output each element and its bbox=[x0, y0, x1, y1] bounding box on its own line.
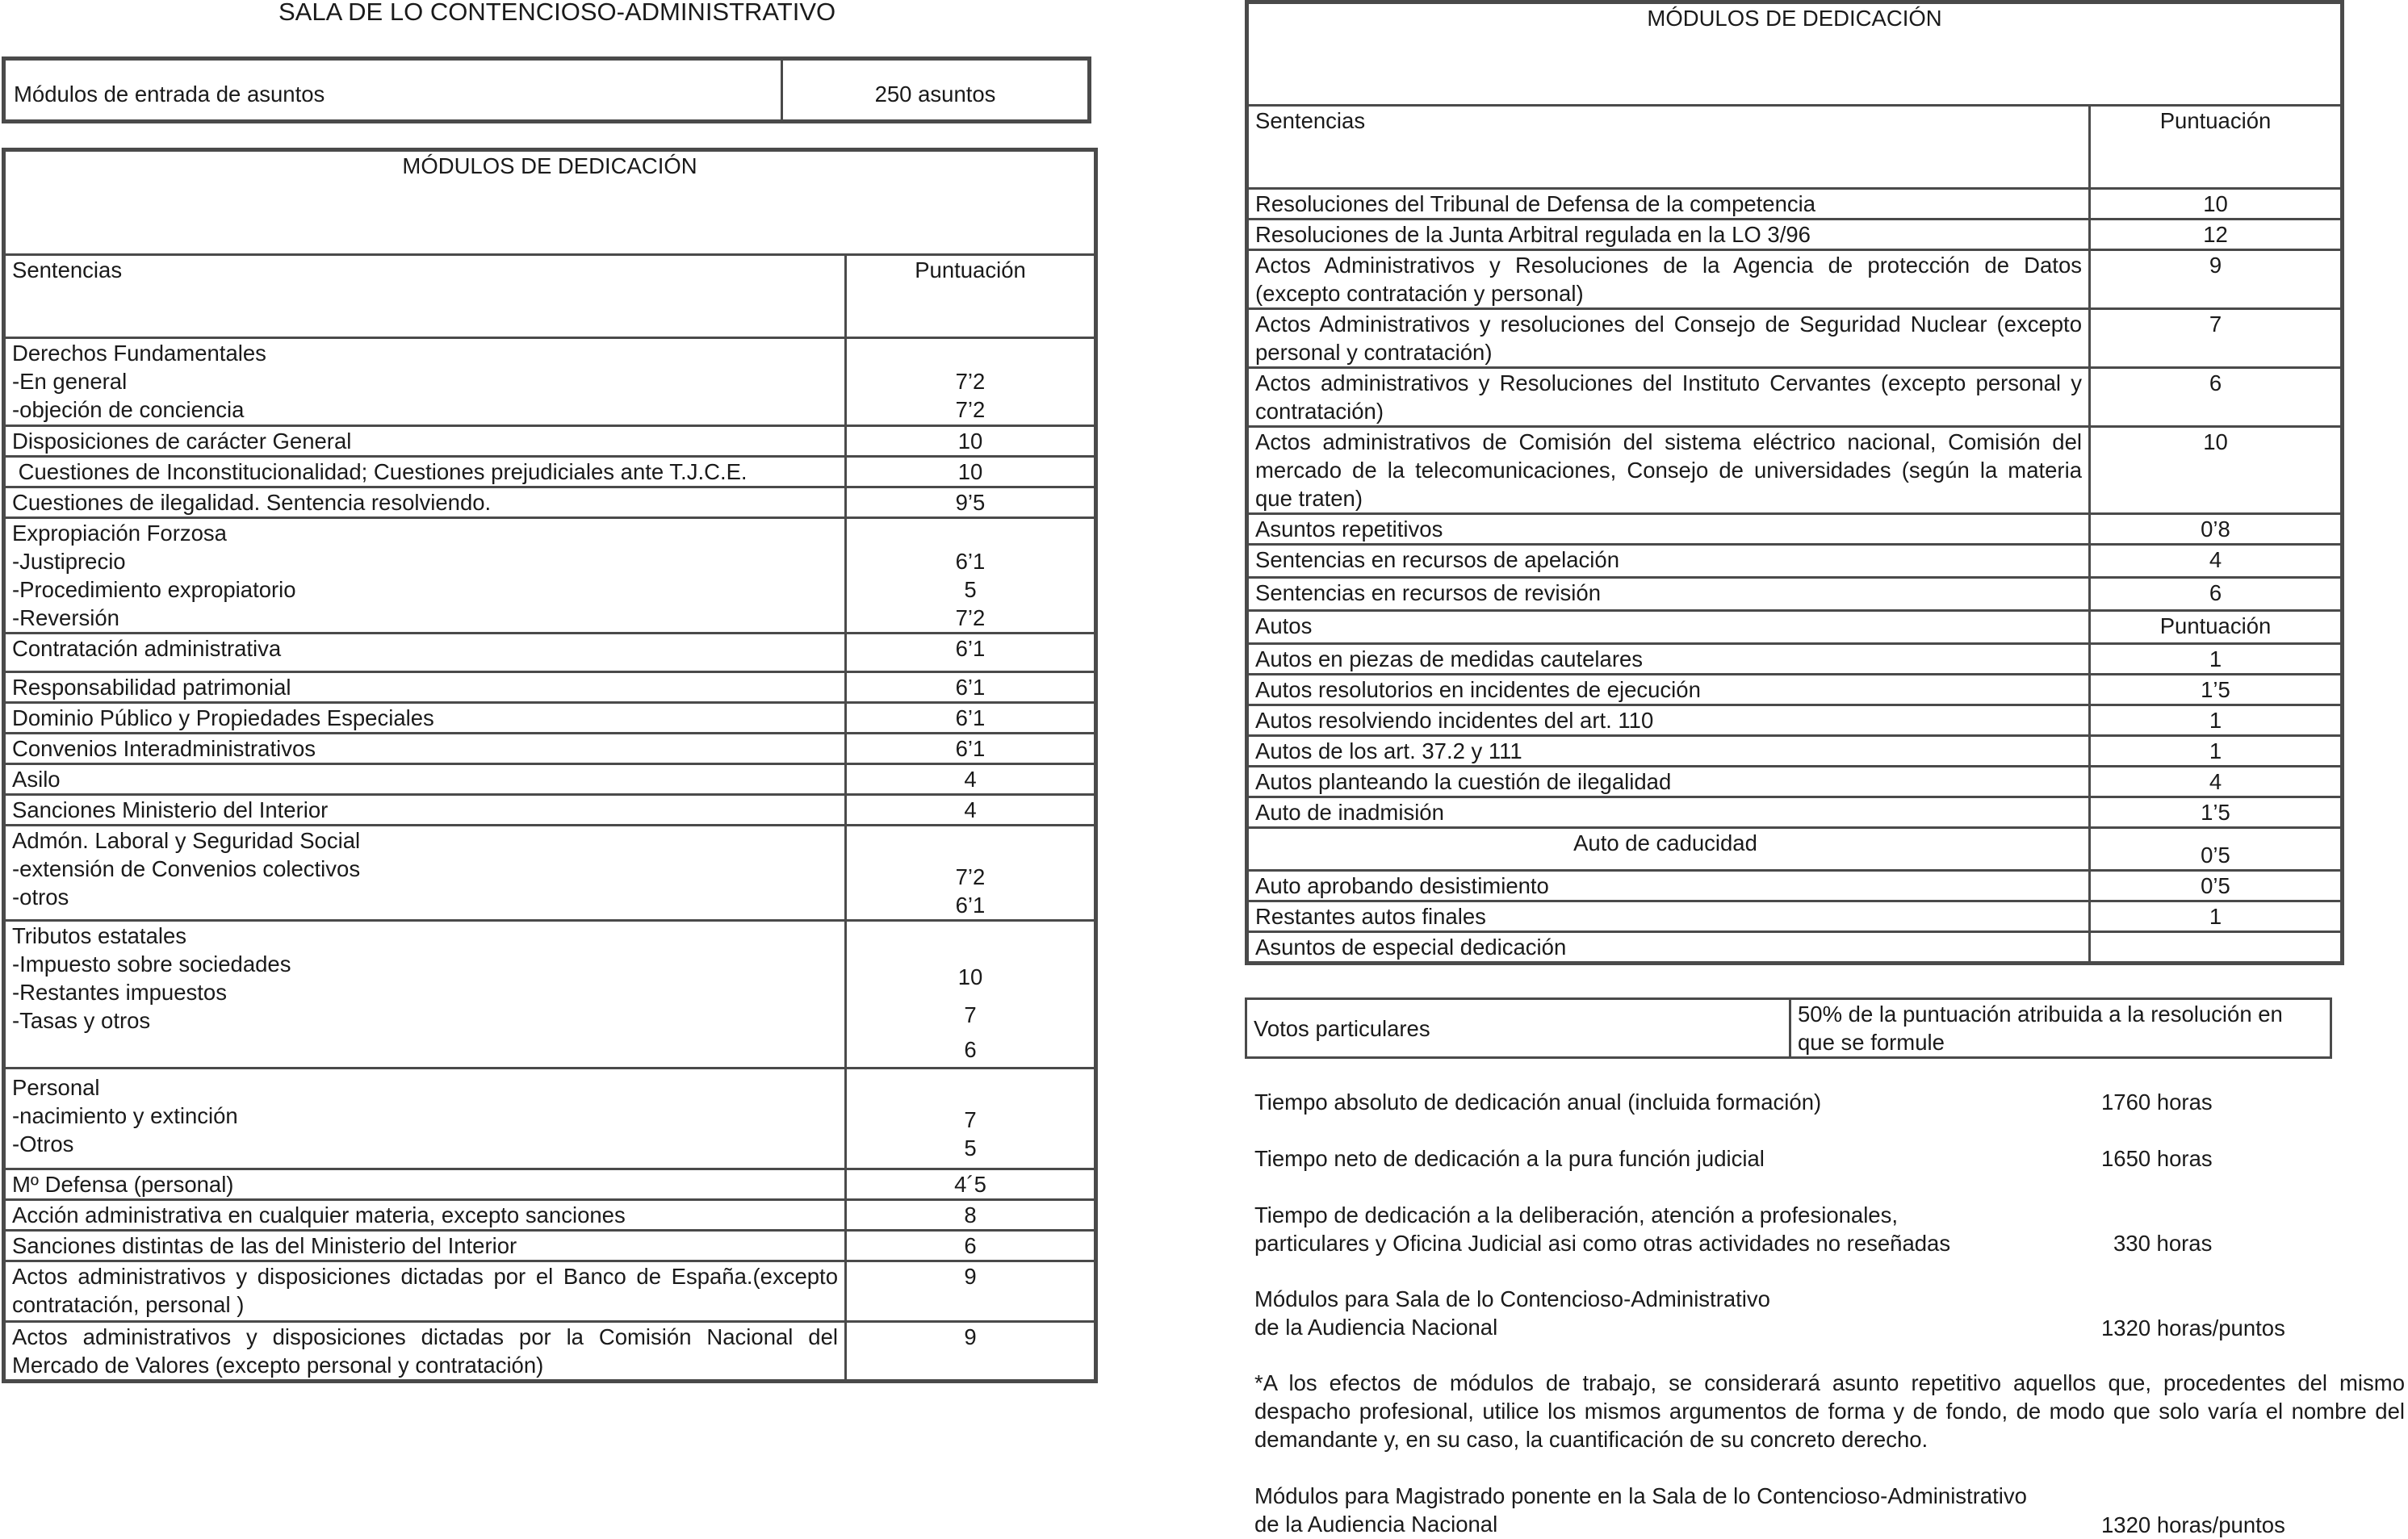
table-row bbox=[1247, 871, 2343, 901]
table-row bbox=[4, 795, 1096, 826]
row-value: 4 bbox=[2090, 545, 2343, 578]
row-value: 9 bbox=[2090, 250, 2343, 309]
right-table-title: MÓDULOS DE DEDICACIÓN bbox=[1247, 2, 2343, 106]
row-text: Actos administrativos y Resoluciones del Instituto Cervantes (excepto personal y contratación) bbox=[1247, 368, 2090, 427]
table-row bbox=[4, 764, 1096, 795]
row-text: -extensión de Convenios colectivos bbox=[12, 856, 361, 881]
row-value bbox=[2090, 932, 2343, 964]
row-text: Autos resolutorios en incidentes de ejecución bbox=[1247, 675, 2090, 705]
row-value: 7’2 bbox=[955, 369, 986, 394]
row-value: 7 bbox=[964, 1002, 977, 1027]
repetitivo-note: *A los efectos de módulos de trabajo, se considerará asunto repetitivo aquellos que, procedentes del mismo despacho profesional, utilice los mismos argumentos de forma y de fondo, de modo que solo varía el nombre del demandante y, en su caso, la cuantificación de su concreto derecho. bbox=[1254, 1370, 2405, 1452]
label-line: Módulos para Sala de lo Contencioso-Administrativo bbox=[1254, 1286, 1770, 1311]
row-value: 0’5 bbox=[2090, 828, 2343, 871]
row-value: 6 bbox=[2090, 368, 2343, 427]
left-modulos-table bbox=[2, 148, 1098, 1383]
table-row bbox=[1247, 368, 2343, 427]
table-row bbox=[1247, 578, 2343, 611]
row-text: Sentencias en recursos de revisión bbox=[1247, 578, 2090, 611]
tiempo-neto-label: Tiempo neto de dedicación a la pura función judicial bbox=[1254, 1146, 1765, 1171]
row-text: Actos administrativos y disposiciones dictadas por el Banco de España.(excepto contratación, personal ) bbox=[4, 1261, 846, 1322]
table-row bbox=[1247, 611, 2343, 644]
row-value: 4 bbox=[846, 764, 1096, 795]
row-text: -Procedimiento expropiatorio bbox=[12, 577, 296, 602]
left-col-puntuacion: Puntuación bbox=[846, 255, 1096, 338]
row-value: 4´5 bbox=[846, 1169, 1096, 1200]
right-col-puntuacion: Puntuación bbox=[2090, 106, 2343, 189]
row-text: -otros bbox=[12, 885, 69, 910]
row-text: -Restantes impuestos bbox=[12, 980, 227, 1005]
row-value: 6’1 bbox=[846, 703, 1096, 734]
tiempo-deliberacion-value: 330 horas bbox=[2113, 1231, 2213, 1256]
row-text: -nacimiento y extinción bbox=[12, 1103, 238, 1128]
row-value: 1 bbox=[2090, 736, 2343, 767]
row-value: 1 bbox=[2090, 644, 2343, 675]
row-text: Convenios Interadministrativos bbox=[4, 734, 846, 764]
row-value: 10 bbox=[2090, 427, 2343, 514]
row-text: Tributos estatales bbox=[12, 923, 187, 948]
row-text: Autos planteando la cuestión de ilegalidad bbox=[1247, 767, 2090, 797]
right-col-sentencias: Sentencias bbox=[1247, 106, 2090, 189]
label-line: de la Audiencia Nacional bbox=[1254, 1512, 1498, 1537]
table-row bbox=[4, 826, 1096, 921]
row-value: 1’5 bbox=[2090, 797, 2343, 828]
row-value: 9 bbox=[846, 1322, 1096, 1382]
right-modulos-table bbox=[1245, 0, 2344, 965]
table-row bbox=[4, 518, 1096, 634]
table-row bbox=[4, 1261, 1096, 1322]
table-row bbox=[1247, 220, 2343, 250]
row-value: 6’1 bbox=[846, 672, 1096, 703]
row-text: -Justiprecio bbox=[12, 549, 126, 574]
row-text: Autos en piezas de medidas cautelares bbox=[1247, 644, 2090, 675]
row-text: Asuntos de especial dedicación bbox=[1247, 932, 2090, 964]
row-text: Restantes autos finales bbox=[1247, 901, 2090, 932]
row-text: -En general bbox=[12, 369, 128, 394]
row-value: 6 bbox=[2090, 578, 2343, 611]
row-text: -Impuesto sobre sociedades bbox=[12, 951, 291, 977]
row-value: 6’1 bbox=[846, 634, 1096, 672]
table-row bbox=[4, 1200, 1096, 1231]
row-text: Expropiación Forzosa bbox=[12, 521, 227, 546]
table-row bbox=[4, 703, 1096, 734]
votos-box bbox=[1245, 997, 2332, 1059]
table-row bbox=[4, 672, 1096, 703]
row-text: Sanciones distintas de las del Ministerio del Interior bbox=[4, 1231, 846, 1261]
row-value: 1’5 bbox=[2090, 675, 2343, 705]
row-value: 0’8 bbox=[2090, 514, 2343, 545]
table-row bbox=[1247, 736, 2343, 767]
table-row bbox=[1247, 675, 2343, 705]
row-text: Asuntos repetitivos bbox=[1247, 514, 2090, 545]
modulos-sala-value: 1320 horas/puntos bbox=[2101, 1315, 2285, 1340]
tiempo-absoluto-value: 1760 horas bbox=[2101, 1089, 2213, 1115]
row-value: 1 bbox=[2090, 705, 2343, 736]
votos-label: Votos particulares bbox=[1246, 999, 1790, 1058]
row-value: 1 bbox=[2090, 901, 2343, 932]
row-value: 5 bbox=[964, 1135, 977, 1161]
row-value: 10 bbox=[846, 426, 1096, 457]
table-row bbox=[1247, 901, 2343, 932]
table-row bbox=[1247, 545, 2343, 578]
table-row bbox=[1247, 797, 2343, 828]
row-value: 10 bbox=[846, 457, 1096, 487]
table-row bbox=[1247, 427, 2343, 514]
row-text: Asilo bbox=[4, 764, 846, 795]
table-row bbox=[1247, 189, 2343, 220]
row-text: Responsabilidad patrimonial bbox=[4, 672, 846, 703]
label-line: Tiempo de dedicación a la deliberación, atención a profesionales, bbox=[1254, 1202, 1898, 1227]
modulos-sala-label bbox=[1254, 1285, 1770, 1341]
row-text: -Otros bbox=[12, 1131, 74, 1156]
tiempo-deliberacion-label bbox=[1254, 1201, 1950, 1257]
row-value: 6 bbox=[846, 1231, 1096, 1261]
row-text: Auto de inadmisión bbox=[1247, 797, 2090, 828]
row-text: Sanciones Ministerio del Interior bbox=[4, 795, 846, 826]
label-line: particulares y Oficina Judicial asi como otras actividades no reseñadas bbox=[1254, 1231, 1951, 1256]
row-text: Acción administrativa en cualquier materia, excepto sanciones bbox=[4, 1200, 846, 1231]
table-row bbox=[4, 634, 1096, 672]
row-text: Actos Administrativos y resoluciones del Consejo de Seguridad Nuclear (excepto personal y contratación) bbox=[1247, 309, 2090, 368]
row-value: 0’5 bbox=[2090, 871, 2343, 901]
label-line: Módulos para Magistrado ponente en la Sala de lo Contencioso-Administrativo bbox=[1254, 1483, 2027, 1508]
votos-value: 50% de la puntuación atribuida a la resolución en que se formule bbox=[1790, 999, 2331, 1058]
row-value: 4 bbox=[2090, 767, 2343, 797]
row-text: Dominio Público y Propiedades Especiales bbox=[4, 703, 846, 734]
page-title: SALA DE LO CONTENCIOSO-ADMINISTRATIVO bbox=[278, 0, 836, 26]
row-text: Mº Defensa (personal) bbox=[4, 1169, 846, 1200]
row-text: Actos administrativos y disposiciones dictadas por la Comisión Nacional del Mercado de Valores (excepto personal y contratación) bbox=[4, 1322, 846, 1382]
row-value: 7 bbox=[2090, 309, 2343, 368]
row-text: Sentencias en recursos de apelación bbox=[1247, 545, 2090, 578]
table-row bbox=[1247, 514, 2343, 545]
left-col-sentencias: Sentencias bbox=[4, 255, 846, 338]
tiempo-absoluto-label: Tiempo absoluto de dedicación anual (incluida formación) bbox=[1254, 1089, 1822, 1115]
row-value: 4 bbox=[846, 795, 1096, 826]
row-text: Cuestiones de Inconstitucionalidad; Cuestiones prejudiciales ante T.J.C.E. bbox=[4, 457, 846, 487]
row-value: 6 bbox=[964, 1037, 977, 1062]
row-text: Autos resolviendo incidentes del art. 110 bbox=[1247, 705, 2090, 736]
row-text: Actos Administrativos y Resoluciones de la Agencia de protección de Datos (excepto contratación y personal) bbox=[1247, 250, 2090, 309]
autos-puntuacion: Puntuación bbox=[2090, 611, 2343, 644]
table-row bbox=[4, 1069, 1096, 1169]
row-text: Actos administrativos de Comisión del sistema eléctrico nacional, Comisión del mercado de la telecomunicaciones, Consejo de universidades (según la materia que traten) bbox=[1247, 427, 2090, 514]
ponente-label bbox=[1254, 1482, 2027, 1538]
row-text: Resoluciones del Tribunal de Defensa de la competencia bbox=[1247, 189, 2090, 220]
table-row bbox=[1247, 250, 2343, 309]
row-value: 10 bbox=[957, 964, 983, 989]
table-row bbox=[4, 338, 1096, 426]
row-value: 5 bbox=[964, 577, 977, 602]
row-value: 8 bbox=[846, 1200, 1096, 1231]
table-row bbox=[1247, 309, 2343, 368]
row-text: Auto de caducidad bbox=[1247, 828, 2090, 871]
row-text: -objeción de conciencia bbox=[12, 397, 245, 422]
row-text: Cuestiones de ilegalidad. Sentencia resolviendo. bbox=[4, 487, 846, 518]
row-value: 9 bbox=[846, 1261, 1096, 1322]
row-text: -Tasas y otros bbox=[12, 1008, 151, 1033]
row-text: Derechos Fundamentales bbox=[12, 341, 266, 366]
table-row bbox=[4, 1231, 1096, 1261]
row-text: Disposiciones de carácter General bbox=[4, 426, 846, 457]
table-row bbox=[4, 426, 1096, 457]
row-value: 7’2 bbox=[955, 397, 986, 422]
ponente-value: 1320 horas/puntos bbox=[2101, 1512, 2285, 1537]
row-value: 9’5 bbox=[846, 487, 1096, 518]
row-value: 7 bbox=[964, 1107, 977, 1132]
label-line: de la Audiencia Nacional bbox=[1254, 1315, 1498, 1340]
row-value: 6’1 bbox=[955, 893, 986, 918]
row-value: 6’1 bbox=[955, 549, 986, 574]
table-row bbox=[1247, 705, 2343, 736]
row-text: Personal bbox=[12, 1075, 100, 1100]
autos-label: Autos bbox=[1247, 611, 2090, 644]
row-text: -Reversión bbox=[12, 605, 119, 630]
table-row bbox=[4, 734, 1096, 764]
row-text: Auto aprobando desistimiento bbox=[1247, 871, 2090, 901]
tiempo-neto-value: 1650 horas bbox=[2101, 1146, 2213, 1171]
row-text: Resoluciones de la Junta Arbitral regulada en la LO 3/96 bbox=[1247, 220, 2090, 250]
left-table-title: MÓDULOS DE DEDICACIÓN bbox=[4, 150, 1096, 255]
table-row bbox=[4, 457, 1096, 487]
row-value: 10 bbox=[2090, 189, 2343, 220]
row-value: 12 bbox=[2090, 220, 2343, 250]
row-value: 6’1 bbox=[846, 734, 1096, 764]
table-row bbox=[1247, 767, 2343, 797]
table-row bbox=[4, 921, 1096, 1069]
entrada-value: 250 asuntos bbox=[874, 82, 996, 107]
row-value: 7’2 bbox=[955, 605, 986, 630]
entrada-label: Módulos de entrada de asuntos bbox=[14, 82, 325, 107]
table-row bbox=[4, 1322, 1096, 1382]
table-row bbox=[4, 487, 1096, 518]
table-row bbox=[4, 1169, 1096, 1200]
table-row bbox=[1247, 828, 2343, 871]
table-row bbox=[1247, 644, 2343, 675]
entrada-box bbox=[2, 56, 1091, 123]
table-row bbox=[1247, 932, 2343, 964]
row-text: Autos de los art. 37.2 y 111 bbox=[1247, 736, 2090, 767]
row-text: Admón. Laboral y Seguridad Social bbox=[12, 828, 361, 853]
row-text: Contratación administrativa bbox=[4, 634, 846, 672]
row-value: 7’2 bbox=[955, 864, 986, 889]
